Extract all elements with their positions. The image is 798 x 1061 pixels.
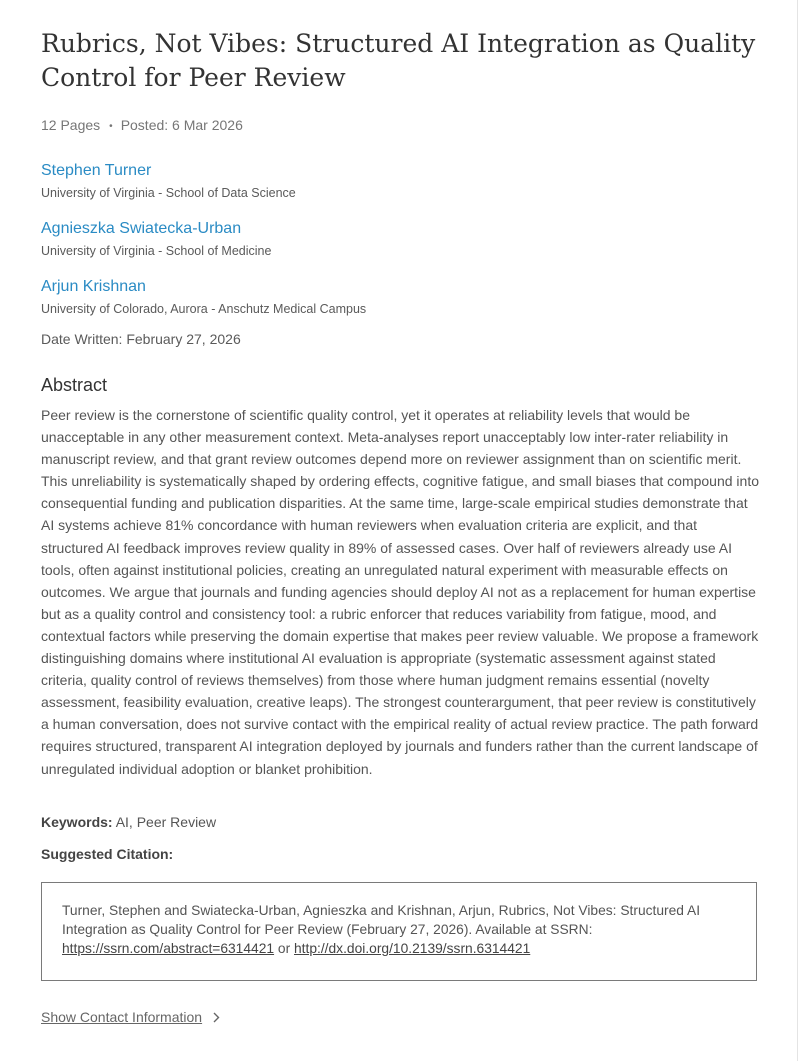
page-count: 12 Pages [41,117,101,133]
citation-box [41,882,757,981]
author-name-link[interactable]: Stephen Turner [41,162,152,179]
doi-link[interactable]: http://dx.doi.org/10.2139/ssrn.6314421 [294,941,531,957]
abstract-heading: Abstract [41,375,108,395]
author-name-link[interactable]: Agnieszka Swiatecka-Urban [41,220,242,237]
paper-meta [41,116,243,136]
author-affiliation: University of Virginia - School of Data Science [41,186,296,200]
keywords-label: Keywords: [41,814,113,830]
posted-date: Posted: 6 Mar 2026 [120,117,243,133]
author-affiliation: University of Virginia - School of Medicine [41,244,272,258]
show-contact-label: Show Contact Information [41,1009,203,1025]
keywords-values: AI, Peer Review [115,814,217,830]
author-block [41,219,271,259]
chevron-right-icon [210,1007,222,1027]
citation-heading: Suggested Citation: [41,846,174,862]
show-contact-link[interactable] [41,1007,222,1027]
citation-connector: or [274,941,294,957]
keywords [41,812,216,832]
paper-title: Rubrics, Not Vibes: Structured AI Integration as Quality Control for Peer Review [41,29,756,92]
meta-separator: • [109,121,113,132]
author-affiliation: University of Colorado, Aurora - Anschutz Medical Campus [41,302,367,316]
ssrn-link[interactable]: https://ssrn.com/abstract=6314421 [62,941,275,957]
author-block [41,277,366,317]
date-written: Date Written: February 27, 2026 [41,331,241,347]
abstract-text: Peer review is the cornerstone of scientific quality control, yet it operates at reliability levels that would be unacceptable in any other measurement context. Meta-analyses report unacceptably low inter-rater reliability in manuscript review, and that grant review outcomes depend more on reviewer assignment than on scientific merit. This unreliability is systematically shaped by ordering effects, cognitive fatigue, and small biases that compound into consequential funding and publication disparities. At the same time, large-scale empirical studies demonstrate that AI systems achieve 81% concordance with human reviewers when evaluation criteria are explicit, and that structured AI feedback improves review quality in 89% of assessed cases. Over half of reviewers already use AI tools, often against institutional policies, creating an unregulated natural experiment with measurable effects on outcomes. We argue that journals and funding agencies should deploy AI not as a replacement for human expertise but as a quality control and consistency tool: a rubric enforcer that reduces variability from fatigue, mood, and contextual factors while preserving the domain expertise that makes peer review valuable. We propose a framework distinguishing domains where institutional AI evaluation is appropriate (systematic assessment against stated criteria, quality control of reviews themselves) from those where human judgment remains essential (novelty assessment, feasibility evaluation, creative leaps). The strongest counterargument, that peer review is constitutively a human conversation, does not survive contact with the empirical reality of actual review practice. The path forward requires structured, transparent AI integration deployed by journals and funders rather than the current landscape of unregulated individual adoption or blanket prohibition. [41,407,760,777]
author-block [41,161,296,201]
author-name-link[interactable]: Arjun Krishnan [41,278,146,295]
citation-text: Turner, Stephen and Swiatecka-Urban, Agnieszka and Krishnan, Arjun, Rubrics, Not Vibes: Structured AI Integration as Quality Control for Peer Review (February 27, 2026). Available at SSRN: [62,903,701,938]
